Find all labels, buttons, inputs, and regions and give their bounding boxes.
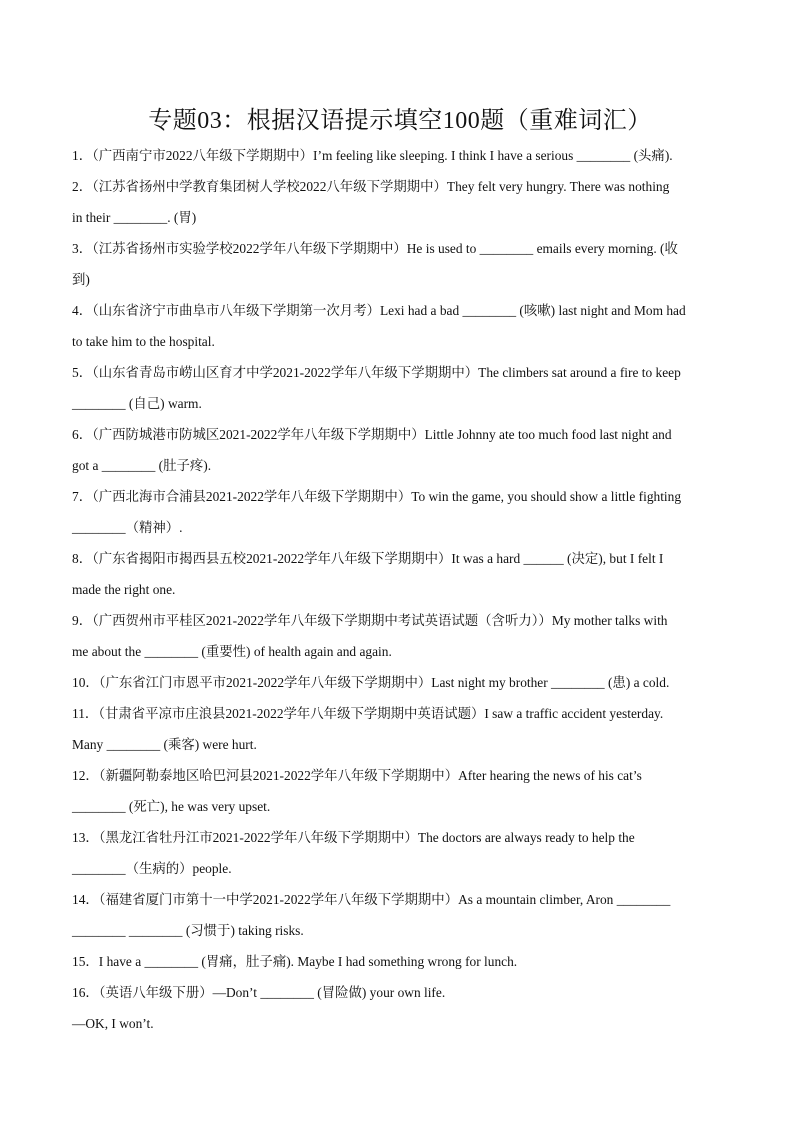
question-line: 16．（英语八年级下册）—Don’t ________ (冒险做) your own life. (72, 985, 446, 1000)
question-line: ________（精神）. (72, 520, 183, 535)
question-line: 6．（广西防城港市防城区2021-2022学年八年级下学期期中）Little Johnny ate too much food last night and (72, 427, 672, 442)
question-line: 8．（广东省揭阳市揭西县五校2021-2022学年八年级下学期期中）It was a hard ______ (决定), but I felt I (72, 551, 664, 566)
question-1 (72, 140, 732, 171)
question-line: 15．I have a ________ (胃痛，肚子痛). Maybe I had something wrong for lunch. (72, 954, 518, 969)
question-9 (72, 605, 732, 667)
question-6 (72, 419, 732, 481)
question-line: 10．（广东省江门市恩平市2021-2022学年八年级下学期期中）Last night my brother ________ (患) a cold. (72, 675, 670, 690)
question-line: 12．（新疆阿勒泰地区哈巴河县2021-2022学年八年级下学期期中）After hearing the news of his cat’s (72, 768, 642, 783)
question-15 (72, 946, 732, 977)
question-3 (72, 233, 732, 295)
question-line: 5．（山东省青岛市崂山区育才中学2021-2022学年八年级下学期期中）The climbers sat around a fire to keep (72, 365, 681, 380)
question-line: Many ________ (乘客) were hurt. (72, 737, 257, 752)
question-line: ________（生病的）people. (72, 861, 232, 876)
question-7 (72, 481, 732, 543)
question-line: 2．（江苏省扬州中学教育集团树人学校2022八年级下学期期中）They felt very hungry. There was nothing (72, 179, 670, 194)
question-11 (72, 698, 732, 760)
question-line: got a ________ (肚子疼). (72, 458, 212, 473)
question-line: 9．（广西贺州市平桂区2021-2022学年八年级下学期期中考试英语试题（含听力））My mother talks with (72, 613, 668, 628)
question-line: 3．（江苏省扬州市实验学校2022学年八年级下学期期中）He is used to ________ emails every morning. (收 (72, 241, 678, 256)
question-line: 13．（黑龙江省牡丹江市2021-2022学年八年级下学期期中）The doctors are always ready to help the (72, 830, 635, 845)
question-line: in their ________. (胃) (72, 210, 197, 225)
question-line: 11．（甘肃省平凉市庄浪县2021-2022学年八年级下学期期中英语试题）I saw a traffic accident yesterday. (72, 706, 664, 721)
question-line: to take him to the hospital. (72, 334, 215, 349)
question-line: ________ ________ (习惯于) taking risks. (72, 923, 304, 938)
question-2 (72, 171, 732, 233)
question-line: 1．（广西南宁市2022八年级下学期期中）I’m feeling like sleeping. I think I have a serious ________ (头痛). (72, 148, 673, 163)
question-line: 14．（福建省厦门市第十一中学2021-2022学年八年级下学期期中）As a mountain climber, Aron ________ (72, 892, 671, 907)
question-16 (72, 977, 732, 1039)
page-title: 专题03：根据汉语提示填空100题（重难词汇） (148, 108, 652, 134)
question-line: —OK, I won’t. (72, 1016, 154, 1031)
question-8 (72, 543, 732, 605)
question-13 (72, 822, 732, 884)
question-line: made the right one. (72, 582, 176, 597)
question-4 (72, 295, 732, 357)
question-list (72, 140, 732, 1039)
question-line: 到) (72, 272, 90, 287)
question-10 (72, 667, 732, 698)
question-5 (72, 357, 732, 419)
question-line: ________ (死亡), he was very upset. (72, 799, 271, 814)
question-line: 4．（山东省济宁市曲阜市八年级下学期第一次月考）Lexi had a bad ________ (咳嗽) last night and Mom had (72, 303, 686, 318)
question-12 (72, 760, 732, 822)
question-line: me about the ________ (重要性) of health again and again. (72, 644, 392, 659)
question-line: 7．（广西北海市合浦县2021-2022学年八年级下学期期中）To win the game, you should show a little fighting (72, 489, 682, 504)
question-14 (72, 884, 732, 946)
question-line: ________ (自己) warm. (72, 396, 202, 411)
